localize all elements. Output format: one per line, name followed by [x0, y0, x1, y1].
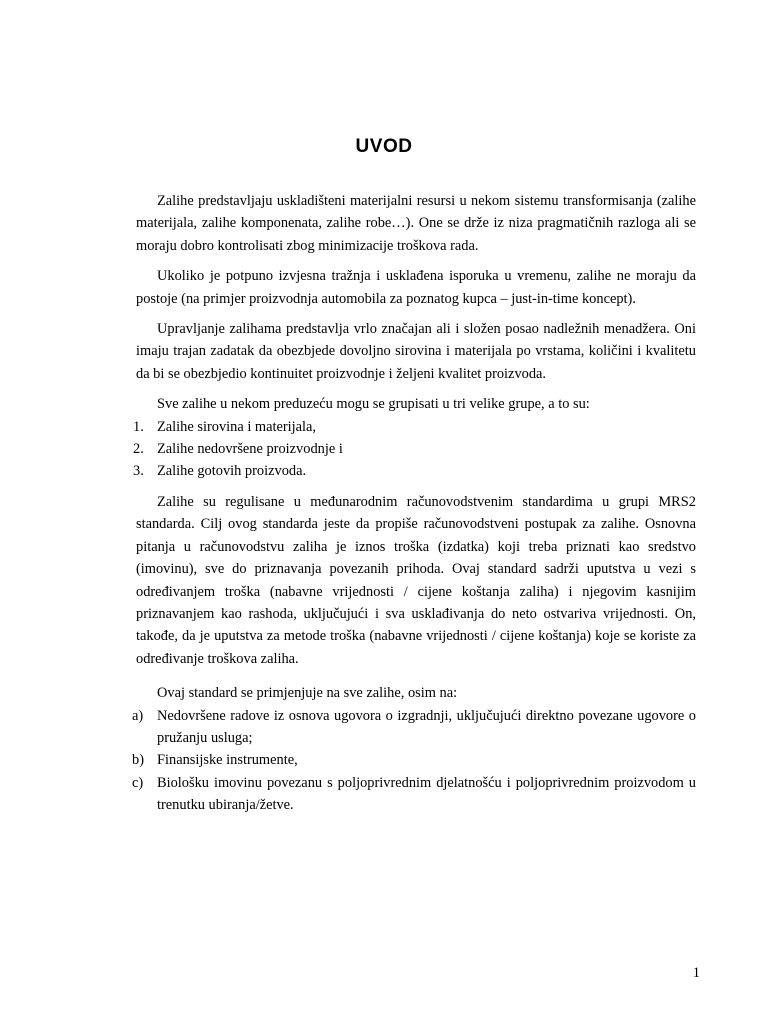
list-item — [132, 749, 696, 771]
paragraph-scope: Ovaj standard se primjenjuje na sve zalihe, osim na: — [157, 685, 458, 702]
list-item — [133, 460, 696, 482]
list-item — [132, 705, 696, 750]
alpha-list — [132, 705, 696, 817]
list-marker: c) — [132, 774, 144, 791]
list-marker: b) — [132, 752, 144, 769]
list-item — [133, 438, 696, 460]
list-marker: 3. — [133, 463, 144, 480]
list-marker: a) — [132, 707, 144, 724]
paragraph-groups: Sve zalihe u nekom preduzeću mogu se grupisati u tri velike grupe, a to su: — [157, 396, 590, 413]
list-item — [132, 772, 696, 817]
list-marker: 1. — [133, 418, 144, 435]
document-body — [132, 190, 696, 825]
list-item-text: Zalihe gotovih proizvoda. — [157, 463, 307, 480]
list-item-text: Zalihe nedovršene proizvodnje i — [157, 441, 343, 458]
paragraph-mrs2: Zalihe su regulisane u međunarodnim računovodstvenim standardima u grupi MRS2 standarda. Cilj ovog standarda jeste da propiše računovodstveni postupak za zalihe. Osnovna pitanja u računovodstvu zaliha je iznos troška (izdatka) koji treba priznati kao sredstvo (imovinu), sve do priznavanja povezanih prihoda. Ovaj standard sadrži uputstva u vezi s određivanjem troška (nabavne vrijednosti / cijene koštanja zaliha) i njegovim kasnijim priznavanjem kao rashoda, uključujući i sva usklađivanja do neto ostvariva vrijednosti. On, takođe, da je uputstva za metode troška (nabavne vrijednosti / cijene koštanja) koje se koriste za određivanje troškova zaliha. — [136, 493, 696, 667]
list-marker: 2. — [133, 441, 144, 458]
list-item — [133, 416, 696, 438]
list-item-text: Zalihe sirovina i materijala, — [157, 418, 317, 435]
numbered-list — [133, 416, 696, 483]
paragraph-intro: Zalihe predstavljaju uskladišteni materijalni resursi u nekom sistemu transformisanja (zalihe materijala, zalihe komponenata, zalihe robe…). One se drže iz niza pragmatičnih razloga ali se moraju dobro kontrolisati zbog minimizacije troškova rada. — [136, 193, 696, 254]
list-item-text: Finansijske instrumente, — [157, 752, 298, 769]
paragraph-management: Upravljanje zalihama predstavlja vrlo značajan ali i složen posao nadležnih menadžera. Oni imaju trajan zadatak da obezbjede dovoljno sirovina i materijala po vrstama, količini i kvalitetu da bi se obezbjedio kontinuitet proizvodnje i željeni kvalitet proizvoda. — [136, 321, 696, 382]
page-number: 1 — [692, 965, 700, 981]
list-item-text: Nedovršene radove iz osnova ugovora o izgradnji, uključujući direktno povezane ugovore o pružanju usluga; — [157, 707, 696, 746]
paragraph-demand: Ukoliko je potpuno izvjesna tražnja i usklađena isporuka u vremenu, zalihe ne moraju da postoje (na primjer proizvodnja automobila za poznatog kupca – just-in-time koncept). — [136, 268, 696, 307]
page-title: UVOD — [355, 136, 413, 157]
list-item-text: Biološku imovinu povezanu s poljoprivrednim djelatnošću i poljoprivrednim proizvodom u trenutku ubiranja/žetve. — [157, 774, 696, 814]
